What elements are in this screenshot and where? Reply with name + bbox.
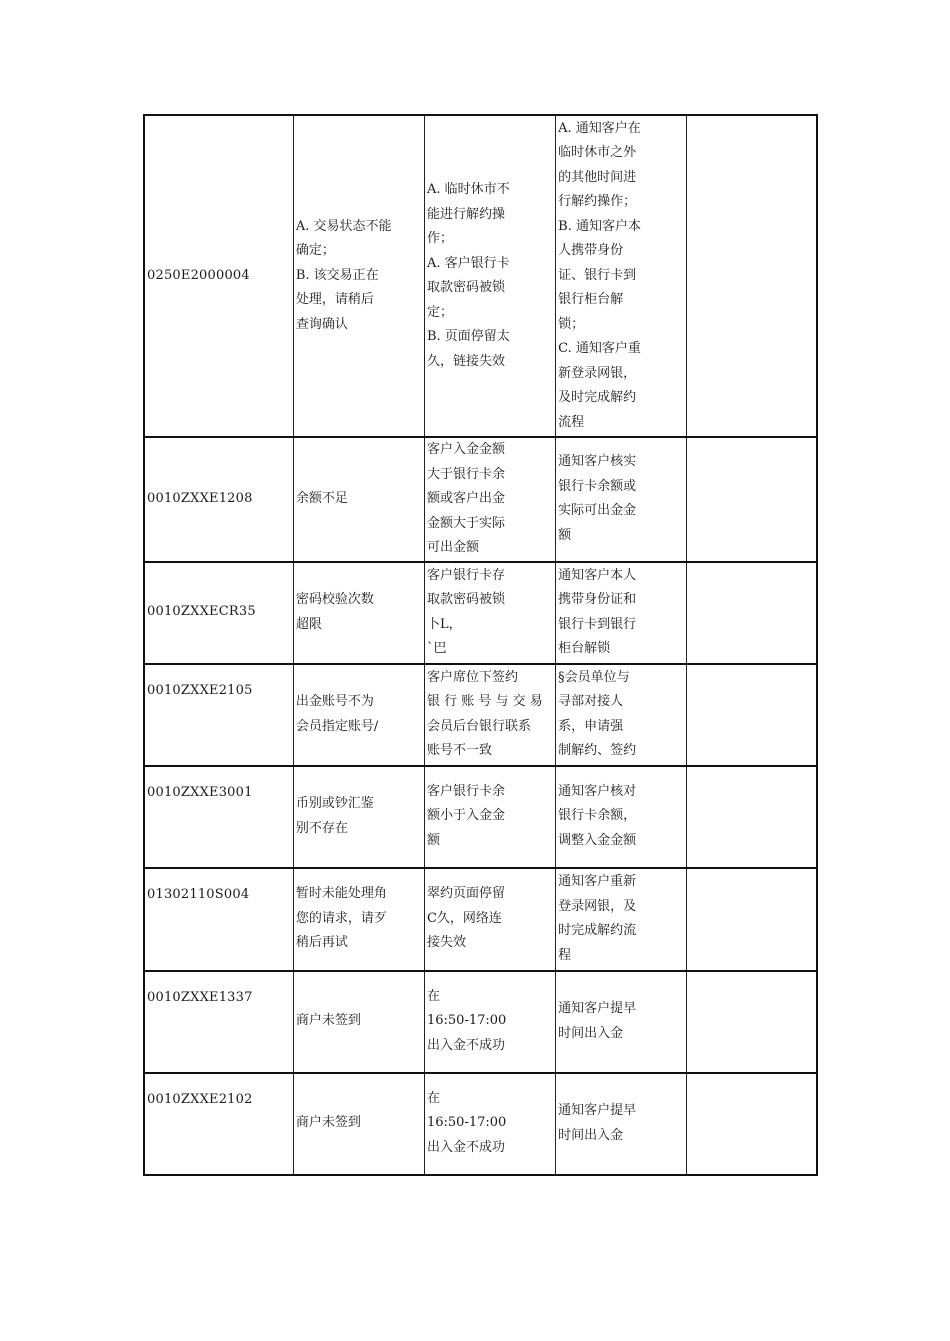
error-code-cell: 0010ZXXECR35 (144, 562, 293, 664)
solution-cell: 通知客户重新 登录网银，及 时完成解约流 程 (556, 868, 687, 971)
note-cell (687, 562, 817, 664)
error-cause-cell: 客户银行卡余 额小于入金金 额 (424, 766, 555, 868)
solution-cell: 通知客户提早 时间出入金 (556, 971, 687, 1073)
solution-cell: A. 通知客户在 临时休市之外 的其他时间进 行解约操作； B. 通知客户本 人携带身份 证、银行卡到 银行柜台解 锁； C. 通知客户重 新登录网银， 及时完成解约 流程 (556, 115, 687, 437)
table-row (144, 971, 817, 1073)
table-row (144, 868, 817, 971)
error-message-cell: A. 交易状态不能 确定； B. 该交易正在 处理，请稍后 查询确认 (293, 115, 424, 437)
note-cell (687, 1073, 817, 1175)
note-cell (687, 766, 817, 868)
error-code-table (143, 114, 818, 1176)
solution-cell: 通知客户核对 银行卡余额， 调整入金金额 (556, 766, 687, 868)
error-cause-cell: 客户入金金额 大于银行卡余 额或客户出金 金额大于实际 可出金额 (424, 437, 555, 562)
error-message-cell: 暂时未能处理角 您的请求，请歹 稍后再试 (293, 868, 424, 971)
error-cause-cell: A. 临时休市不 能进行解约操 作； A. 客户银行卡 取款密码被锁 定； B. 页面停留太 久，链接失效 (424, 115, 555, 437)
table-row (144, 664, 817, 766)
error-code-cell: 0010ZXXE1337 (144, 971, 293, 1073)
table-row (144, 437, 817, 562)
note-cell (687, 868, 817, 971)
table-row (144, 766, 817, 868)
error-code-cell: 0010ZXXE2102 (144, 1073, 293, 1175)
solution-cell: §会员单位与 寻部对接人 系，申请强 制解约、签约 (556, 664, 687, 766)
error-cause-cell: 客户银行卡存 取款密码被锁 卜L， `巴 (424, 562, 555, 664)
error-message-cell: 出金账号不为 会员指定账号/ (293, 664, 424, 766)
note-cell (687, 971, 817, 1073)
error-cause-cell: 在 16:50-17:00 出入金不成功 (424, 971, 555, 1073)
table-row (144, 1073, 817, 1175)
table-row (144, 562, 817, 664)
note-cell (687, 115, 817, 437)
error-cause-cell: 客户席位下签约 银 行 账 号 与 交 易 会员后台银行联系 账号不一致 (424, 664, 555, 766)
error-code-cell: 0250E2000004 (144, 115, 293, 437)
note-cell (687, 664, 817, 766)
error-code-cell: 01302110S004 (144, 868, 293, 971)
error-message-cell: 密码校验次数 超限 (293, 562, 424, 664)
error-message-cell: 币别或钞汇鉴 别不存在 (293, 766, 424, 868)
solution-cell: 通知客户本人 携带身份证和 银行卡到银行 柜台解锁 (556, 562, 687, 664)
error-cause-cell: 翠约页面停留 C久，网络连 接失效 (424, 868, 555, 971)
error-code-cell: 0010ZXXE3001 (144, 766, 293, 868)
solution-cell: 通知客户提早 时间出入金 (556, 1073, 687, 1175)
error-message-cell: 商户未签到 (293, 1073, 424, 1175)
error-message-cell: 商户未签到 (293, 971, 424, 1073)
error-code-cell: 0010ZXXE2105 (144, 664, 293, 766)
note-cell (687, 437, 817, 562)
table-row (144, 115, 817, 437)
error-code-cell: 0010ZXXE1208 (144, 437, 293, 562)
error-message-cell: 余额不足 (293, 437, 424, 562)
error-cause-cell: 在 16:50-17:00 出入金不成功 (424, 1073, 555, 1175)
solution-cell: 通知客户核实 银行卡余额或 实际可出金金 额 (556, 437, 687, 562)
